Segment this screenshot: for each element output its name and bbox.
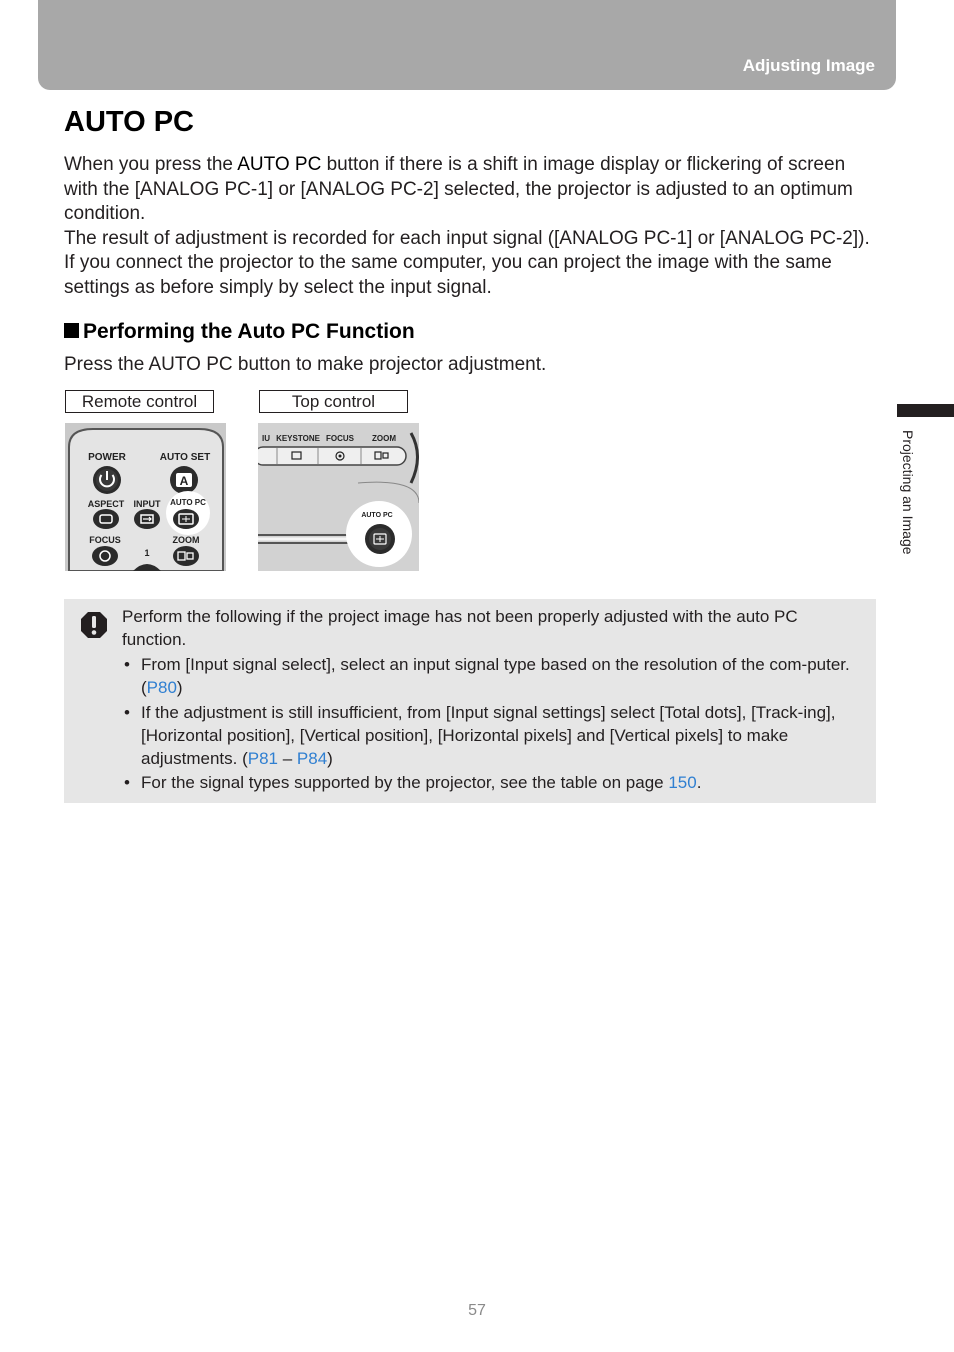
list-item: • For the signal types supported by the projector, see the table on page 150. (124, 773, 702, 792)
page-link-150[interactable]: 150 (668, 773, 697, 792)
caution-note (64, 599, 876, 803)
page-title: AUTO PC (64, 106, 194, 138)
zoom-label: ZOOM (172, 535, 200, 545)
focus-button (92, 546, 118, 566)
chapter-side-label: Projecting an Image (900, 430, 916, 555)
top-auto-pc-label: AUTO PC (361, 512, 393, 519)
power-label: POWER (88, 452, 126, 463)
aspect-label: ASPECT (87, 499, 125, 509)
auto-pc-keyword: AUTO PC (148, 354, 233, 375)
press-instruction: Press the AUTO PC button to make projector adjustment. (64, 354, 547, 375)
svg-text:A: A (179, 474, 189, 488)
chapter-tab-marker (897, 404, 954, 417)
intro-text (64, 153, 884, 300)
auto-set-button (170, 466, 198, 494)
page-link-p80[interactable]: P80 (146, 678, 177, 697)
section-title: Adjusting Image (742, 56, 875, 75)
list-item: • If the adjustment is still insufficient, from [Input signal settings] select [Total dots], [Track-ing], [Horizontal position], [Vertical position], [Horizontal pixels] and [Vertical pixels] to make adjustments. (P81 – P84) (124, 702, 836, 768)
page-link-p84[interactable]: P84 (296, 748, 328, 768)
auto-pc-button (173, 509, 199, 529)
top-auto-pc-button (365, 524, 395, 554)
keystone-label: KEYSTONE (276, 434, 320, 443)
intro-paragraph-1: When you press the AUTO PC button if there is a shift in image display or flickering of screen with the [ANALOG PC-1] or [ANALOG PC-2] selected, the projector is adjusted to an optimum condition. (64, 154, 853, 224)
aspect-button (93, 509, 119, 529)
bullet: • (124, 655, 130, 674)
auto-pc-keyword: AUTO PC (237, 154, 322, 175)
top-zoom-label: ZOOM (372, 434, 396, 443)
note-list (122, 653, 870, 796)
square-bullet-icon (64, 323, 79, 338)
bullet: • (124, 773, 130, 792)
top-focus-label: FOCUS (326, 434, 354, 443)
remote-control-label: Remote control (65, 390, 214, 413)
section-heading: Performing the Auto PC Function (64, 320, 415, 344)
intro-paragraph-2: The result of adjustment is recorded for each input signal ([ANALOG PC-1] or [ANALOG PC-2]). If you connect the projector to the same computer, you can project the image with the same settings as before simply by select the input signal. (64, 227, 870, 298)
header-bar (38, 0, 896, 90)
auto-pc-label: AUTO PC (170, 498, 206, 507)
power-icon (93, 466, 121, 494)
input-button (134, 509, 160, 529)
page-link-p81[interactable]: P81 (247, 748, 279, 768)
menu-label: IU (262, 434, 270, 443)
focus-label: FOCUS (89, 535, 121, 545)
input-label: INPUT (133, 499, 161, 509)
bullet: • (124, 702, 130, 722)
auto-set-label: AUTO SET (159, 452, 211, 463)
list-item: • From [Input signal select], select an input signal type based on the resolution of the com-puter. (P80) (124, 655, 850, 697)
page-number: 57 (468, 1302, 486, 1319)
digit-one-label: 1 (144, 548, 150, 558)
top-control-image (258, 423, 419, 571)
note-lead: Perform the following if the project image has not been properly adjusted with the auto PC function. (122, 607, 798, 649)
zoom-button (173, 546, 199, 566)
remote-control-image (65, 423, 226, 571)
caution-icon (80, 611, 108, 639)
top-control-label: Top control (259, 390, 408, 413)
